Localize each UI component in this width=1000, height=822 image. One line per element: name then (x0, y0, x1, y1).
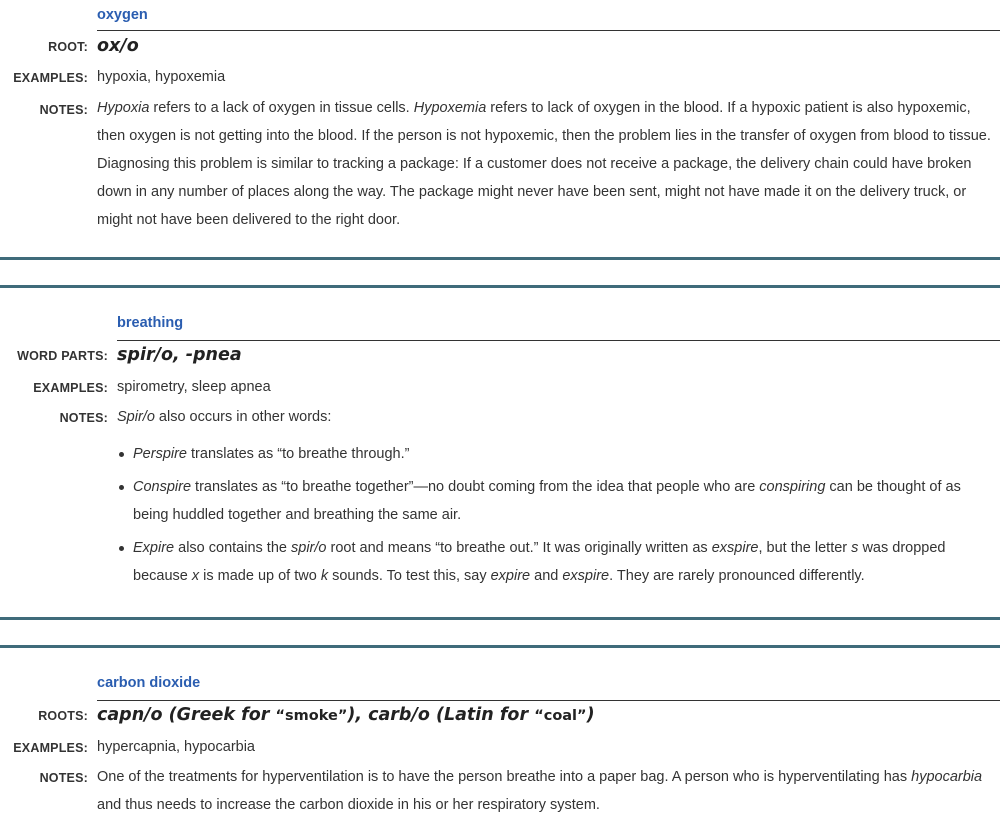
examples-label: EXAMPLES: (13, 741, 88, 755)
notes-label: NOTES: (39, 771, 88, 785)
term-underline (97, 30, 1000, 31)
section-divider (0, 617, 1000, 620)
notes-text: Hypoxia refers to a lack of oxygen in tissue cells. Hypoxemia refers to lack of oxygen in the blood. If a hypoxic patient is also hypoxemic, then oxygen is not getting into the blood. If the person is not hypoxemic, then the problem lies in the transfer of oxygen from blood to tissue. Diagnosing this problem is similar to tracking a package: If a customer does not receive a package, the delivery chain could have broken down in any number of places along the way. The package might never have been sent, might not have made it on the delivery truck, or might not have been delivered to the right door. (97, 100, 991, 228)
root-label: ROOT: (48, 40, 88, 54)
examples-value: hypoxia, hypoxemia (97, 69, 226, 85)
root-value: ox/o (97, 36, 139, 56)
notes-text: One of the treatments for hyperventilation is to have the person breathe into a paper bag. A person who is hyperventilating has hypocarbia and thus needs to increase the carbon dioxide in his or her respiratory system. (97, 769, 983, 813)
section-divider (0, 645, 1000, 648)
notes-bullet-list (117, 440, 992, 590)
entry-term: oxygen (97, 7, 148, 23)
examples-value: hypercapnia, hypocarbia (97, 739, 255, 755)
roots-value: capn/o (Greek for “smoke”), carb/o (Latin for “coal”) (97, 705, 595, 725)
examples-value: spirometry, sleep apnea (117, 379, 271, 395)
list-item: Expire also contains the spir/o root and means “to breathe out.” It was originally written as exspire, but the letter s was dropped because x is made up of two k sounds. To test this, say expire and exspire. They are rarely pronounced differently. (133, 534, 992, 590)
word-parts-value: spir/o, -pnea (117, 345, 242, 365)
examples-label: EXAMPLES: (13, 71, 88, 85)
entry-term: breathing (117, 315, 184, 331)
term-underline (97, 700, 1000, 701)
examples-label: EXAMPLES: (33, 381, 108, 395)
notes-label: NOTES: (39, 103, 88, 117)
term-underline (117, 340, 1000, 341)
list-item: Conspire translates as “to breathe together”—no doubt coming from the idea that people who are conspiring can be thought of as being huddled together and breathing the same air. (133, 473, 992, 529)
roots-label: ROOTS: (38, 709, 88, 723)
section-divider (0, 257, 1000, 260)
list-item: Perspire translates as “to breathe through.” (133, 440, 992, 468)
section-divider (0, 285, 1000, 288)
notes-text: Spir/o also occurs in other words: Perspire translates as “to breathe through.” Conspire translates as “to breathe together”—no doubt coming from the idea that people who are conspiring can be thought of as being huddled together and breathing the same air. Expire also contains the spir/o root and means “to breathe out.” It was originally written as exspire, but the letter s was dropped because x is made up of two k sounds. To test this, say expire and exspire. They are rarely pronounced differently. (117, 403, 992, 595)
notes-label: NOTES: (59, 411, 108, 425)
word-parts-label: WORD PARTS: (17, 349, 108, 363)
entry-term: carbon dioxide (97, 675, 201, 691)
